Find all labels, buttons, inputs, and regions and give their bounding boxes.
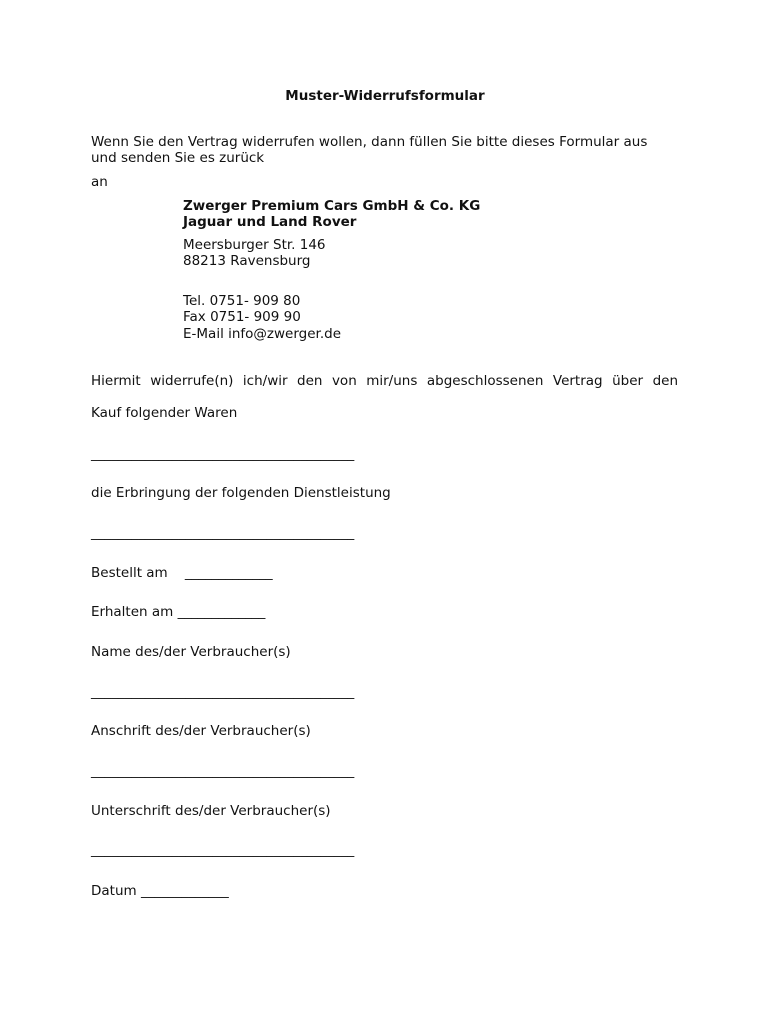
declaration-text: Hiermit widerrufe(n) ich/wir den von mir/uns abgeschlossenen Vertrag über den (91, 373, 678, 389)
dienstleistung-label: die Erbringung der folgenden Dienstleistung (91, 485, 391, 501)
name-input-line[interactable]: _______________________________________ (91, 684, 355, 700)
intro-line-1: Wenn Sie den Vertrag widerrufen wollen, dann füllen Sie bitte dieses Formular aus (91, 134, 648, 150)
kauf-input-line[interactable]: _______________________________________ (91, 446, 355, 462)
company-tel: Tel. 0751- 909 80 (183, 293, 301, 309)
unterschrift-input-line[interactable]: _______________________________________ (91, 842, 355, 858)
intro-line-2: und senden Sie es zurück (91, 150, 265, 166)
dienstleistung-input-line[interactable]: _______________________________________ (91, 525, 355, 541)
anschrift-input-line[interactable]: _______________________________________ (91, 763, 355, 779)
company-fax: Fax 0751- 909 90 (183, 309, 301, 325)
name-label: Name des/der Verbraucher(s) (91, 644, 291, 660)
company-name: Zwerger Premium Cars GmbH & Co. KG (183, 198, 481, 214)
company-brands: Jaguar und Land Rover (183, 214, 357, 230)
erhalten-am-field[interactable]: Erhalten am _____________ (91, 604, 266, 620)
company-email: E-Mail info@zwerger.de (183, 326, 342, 342)
company-street: Meersburger Str. 146 (183, 237, 326, 253)
company-city: 88213 Ravensburg (183, 253, 311, 269)
anschrift-label: Anschrift des/der Verbraucher(s) (91, 723, 311, 739)
bestellt-am-field[interactable]: Bestellt am _____________ (91, 565, 273, 581)
page-title: Muster-Widerrufsformular (285, 88, 485, 104)
intro-an: an (91, 174, 108, 190)
unterschrift-label: Unterschrift des/der Verbraucher(s) (91, 803, 331, 819)
datum-field[interactable]: Datum _____________ (91, 883, 229, 899)
kauf-label: Kauf folgender Waren (91, 405, 238, 421)
